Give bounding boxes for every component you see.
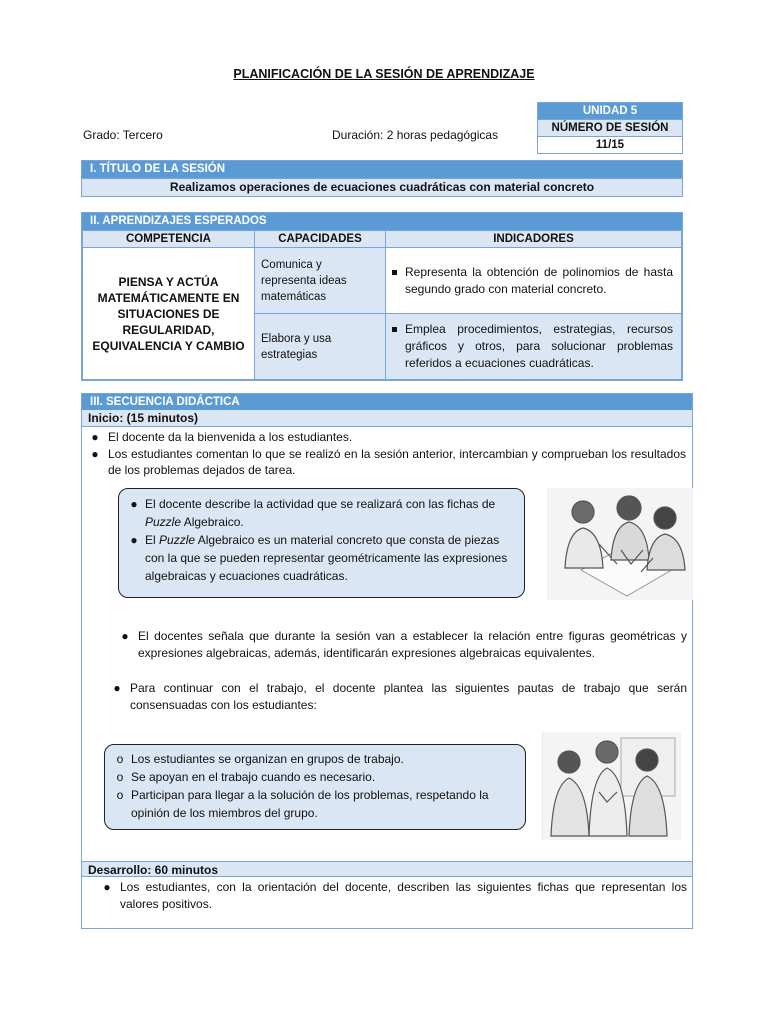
unidad-table	[537, 102, 683, 154]
numero-sesion-value: 11/15	[538, 137, 683, 154]
students-working-illustration	[547, 488, 693, 600]
pautas-box	[104, 744, 526, 830]
desarrollo-heading: Desarrollo: 60 minutos	[82, 861, 692, 877]
bullet-icon: ●	[91, 430, 99, 444]
circle-bullet-icon: o	[116, 770, 124, 784]
list-item	[109, 750, 515, 768]
list-item	[109, 786, 515, 822]
list-item	[82, 446, 686, 479]
titulo-heading: I. TÍTULO DE LA SESIÓN	[82, 161, 682, 178]
list-item-text: El docente da la bienvenida a los estudiantes.	[108, 430, 353, 444]
indicador-text: Emplea procedimientos, estrategias, recursos gráficos y otros, para solucionar problemas referidos a ecuaciones cuadráticas.	[405, 322, 673, 370]
titulo-section	[81, 160, 683, 197]
item3-list	[112, 628, 687, 661]
square-bullet-icon	[392, 270, 397, 275]
indicador-text: Representa la obtención de polinomios de hasta segundo grado con material concreto.	[405, 264, 673, 296]
list-item	[112, 628, 687, 661]
secuencia-heading: III. SECUENCIA DIDÁCTICA	[82, 394, 692, 410]
square-bullet-icon	[392, 327, 397, 332]
indicador-cell	[386, 314, 682, 380]
list-item	[82, 429, 686, 446]
actividad-box	[118, 488, 525, 598]
list-item-text: El docente describe la actividad que se realizará con las fichas de Puzzle Algebraico.	[145, 497, 496, 529]
competencia-cell: PIENSA Y ACTÚA MATEMÁTICAMENTE EN SITUACIONES DE REGULARIDAD, EQUIVALENCIA Y CAMBIO	[83, 248, 255, 380]
bullet-icon: ●	[91, 446, 99, 461]
list-item-text: Se apoyan en el trabajo cuando es necesario.	[131, 770, 376, 784]
bullet-icon: ●	[130, 533, 138, 547]
secuencia-section	[81, 393, 693, 929]
circle-bullet-icon: o	[116, 752, 124, 766]
list-item-text: El docentes señala que durante la sesión van a establecer la relación entre figuras geométricas y expresiones algebraicas, además, identificarán expresiones algebraicas equivalentes.	[138, 629, 687, 660]
unidad-cell: UNIDAD 5	[538, 103, 683, 120]
capacidad-cell: Comunica y representa ideas matemáticas	[255, 248, 386, 314]
desarrollo-list	[94, 879, 687, 912]
list-item	[123, 531, 514, 585]
circle-bullet-icon: o	[116, 788, 124, 802]
list-item-text: Para continuar con el trabajo, el docente plantea las siguientes pautas de trabajo que serán consensuadas con los estudiantes:	[130, 681, 687, 712]
titulo-text: Realizamos operaciones de ecuaciones cuadráticas con material concreto	[82, 178, 682, 196]
inicio-list	[82, 427, 692, 479]
bullet-icon: ●	[113, 681, 121, 695]
inicio-heading: Inicio: (15 minutos)	[82, 410, 692, 427]
bullet-icon: ●	[103, 880, 111, 894]
bullet-icon: ●	[121, 629, 129, 643]
students-group-illustration	[541, 732, 681, 840]
list-item	[104, 680, 687, 713]
list-item-text: Los estudiantes, con la orientación del docente, describen las siguientes fichas que representan los valores positivos.	[120, 880, 687, 911]
list-item-text: El Puzzle Algebraico es un material concreto que consta de piezas con la que se pueden representar geométricamente las expresiones algebraicas y ecuaciones cuadráticas.	[145, 533, 508, 583]
capacidad-cell: Elabora y usa estrategias	[255, 314, 386, 380]
list-item	[123, 495, 514, 531]
aprendizajes-heading: II. APRENDIZAJES ESPERADOS	[82, 213, 682, 230]
col-indicadores: INDICADORES	[386, 231, 682, 248]
col-capacidades: CAPACIDADES	[255, 231, 386, 248]
aprendizajes-table	[82, 230, 682, 380]
bullet-icon: ●	[130, 497, 138, 511]
col-competencia: COMPETENCIA	[83, 231, 255, 248]
list-item-text: Los estudiantes se organizan en grupos de trabajo.	[131, 752, 404, 766]
duracion-label: Duración: 2 horas pedagógicas	[332, 128, 499, 142]
list-item-text: Participan para llegar a la solución de los problemas, respetando la opinión de los miembros del grupo.	[131, 788, 489, 820]
page-title: PLANIFICACIÓN DE LA SESIÓN DE APRENDIZAJE	[233, 67, 535, 81]
numero-sesion-label: NÚMERO DE SESIÓN	[538, 120, 683, 137]
list-item	[94, 879, 687, 912]
grado-label: Grado: Tercero	[83, 128, 163, 142]
list-item-text: Los estudiantes comentan lo que se realizó en la sesión anterior, intercambian y comprueban los resultados de los problemas dejados de tarea.	[108, 446, 686, 477]
list-item	[109, 768, 515, 786]
indicador-cell	[386, 248, 682, 314]
item4-list	[104, 680, 687, 713]
aprendizajes-section	[81, 212, 683, 381]
